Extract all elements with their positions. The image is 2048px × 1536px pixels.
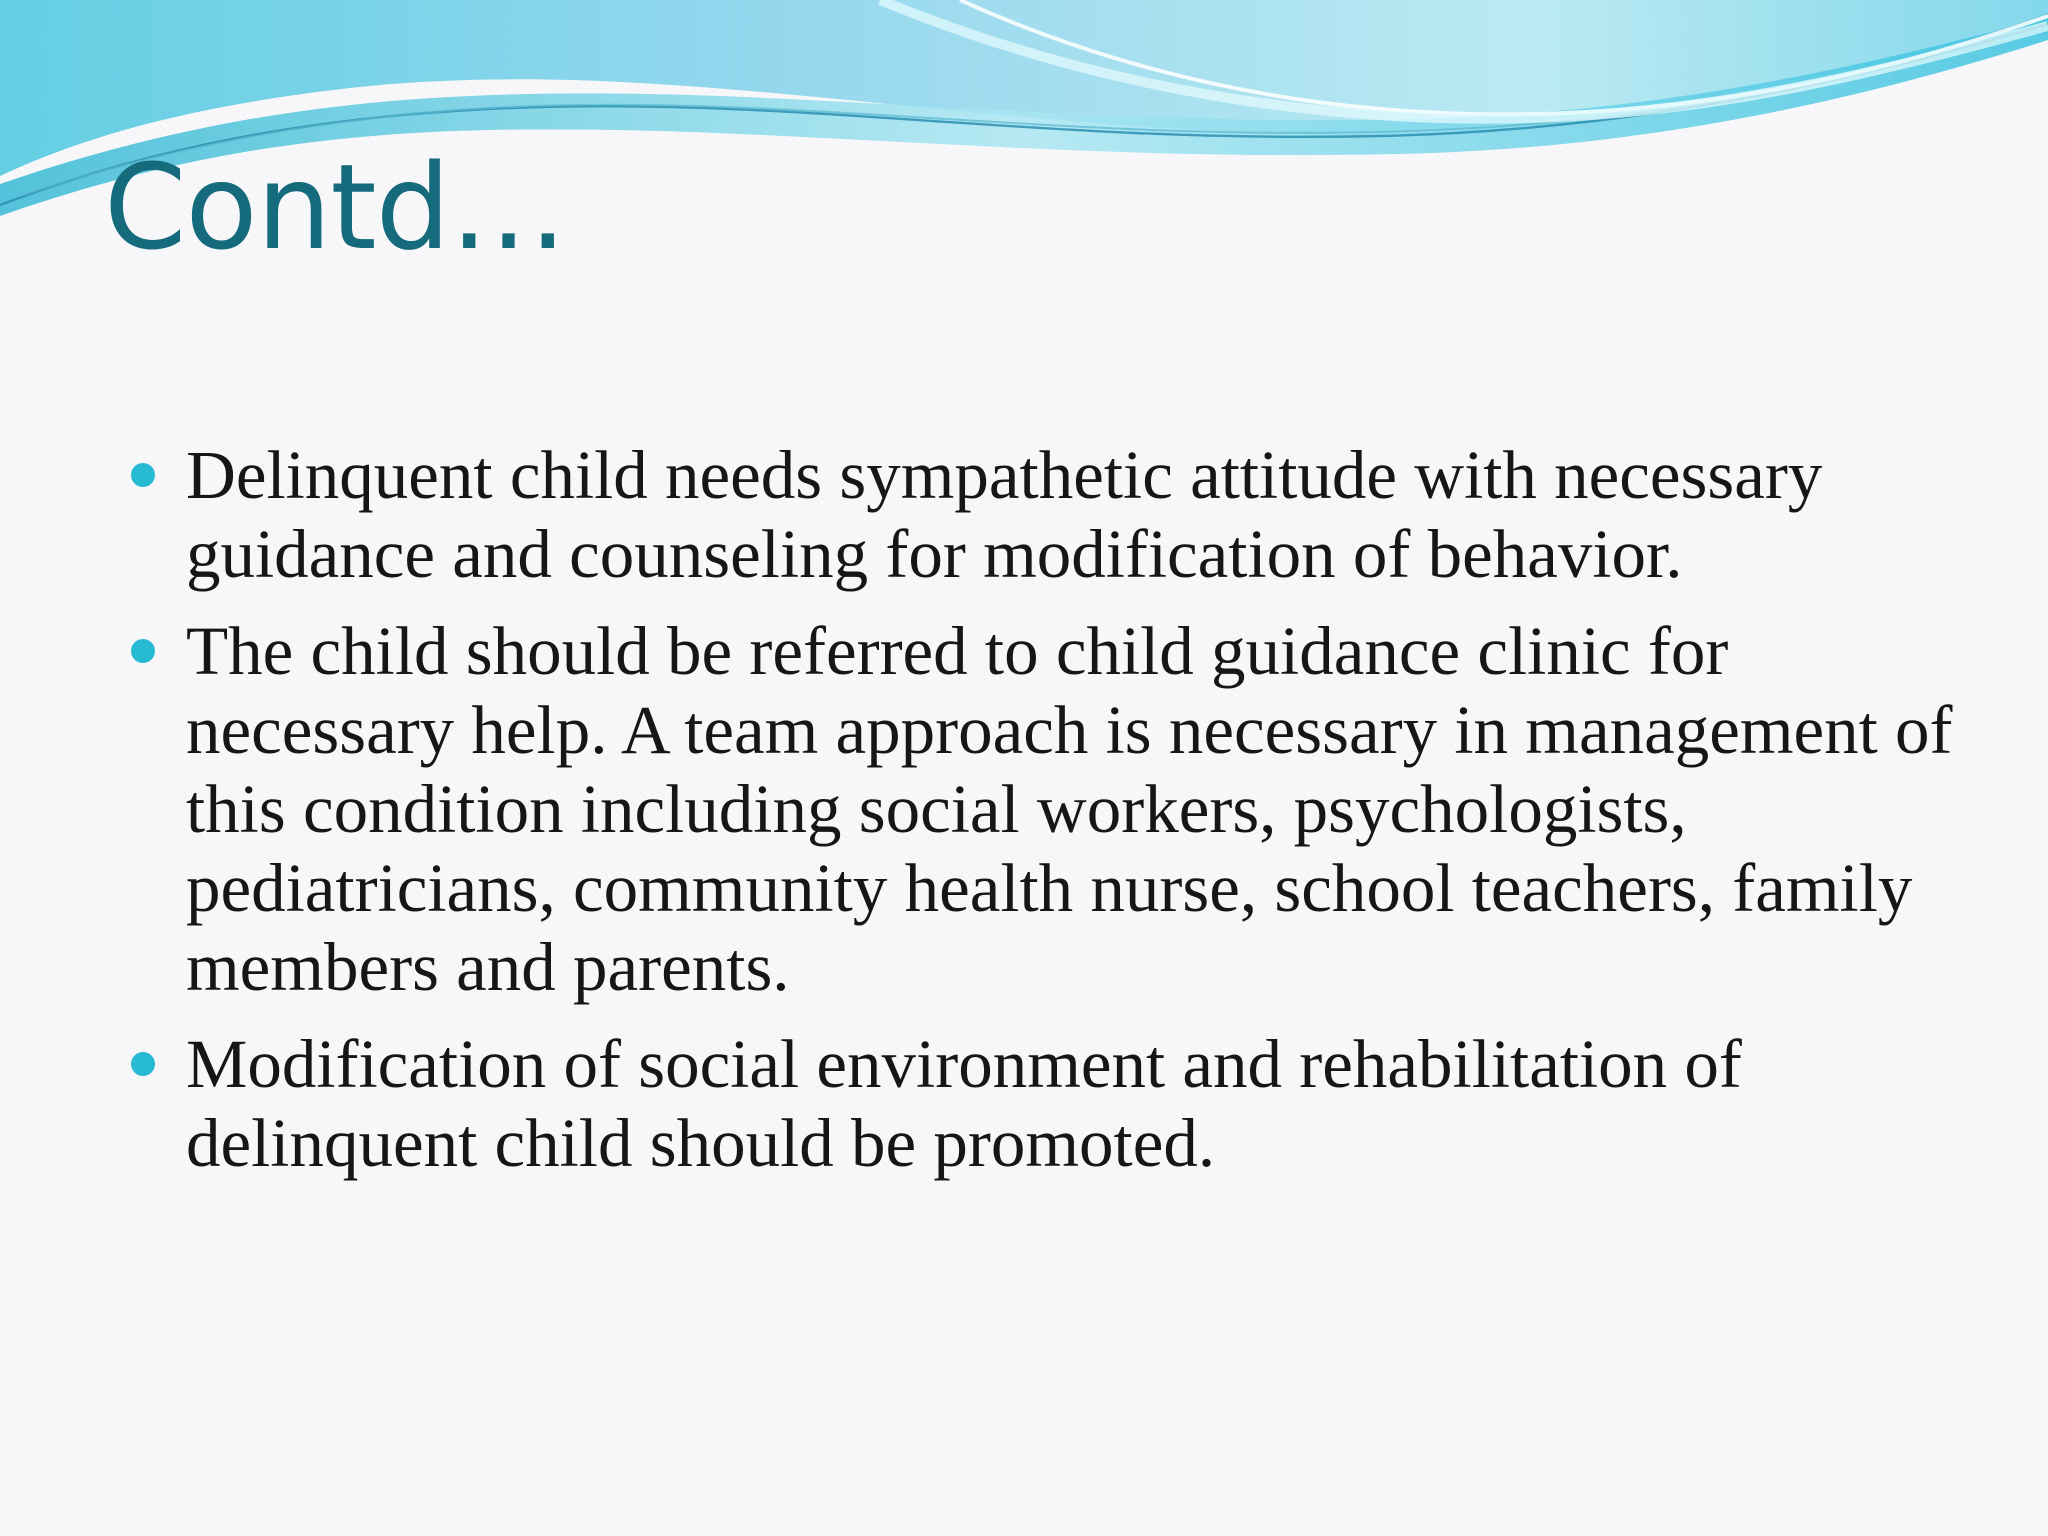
bullet-circle-icon	[131, 463, 155, 487]
bullet-circle-icon	[131, 1052, 155, 1076]
bullet-circle-icon	[131, 639, 155, 663]
bullet-text: The child should be referred to child guidance clinic for necessary help. A team approach is necessary in management of this condition including social workers, psychologists, pediatricians, community health nurse, school teachers, family members and parents.	[186, 613, 1953, 1005]
bullet-item-referral-team	[0, 612, 2048, 1007]
bullet-item-guidance	[0, 436, 2048, 594]
bullet-text: Modification of social environment and rehabilitation of delinquent child should be promoted.	[186, 1026, 1742, 1181]
bullet-item-rehabilitation	[0, 1025, 2048, 1183]
page-title: Contd…	[104, 138, 567, 276]
bullet-list	[0, 436, 2048, 1201]
bullet-text: Delinquent child needs sympathetic attitude with necessary guidance and counseling for modification of behavior.	[186, 437, 1823, 592]
